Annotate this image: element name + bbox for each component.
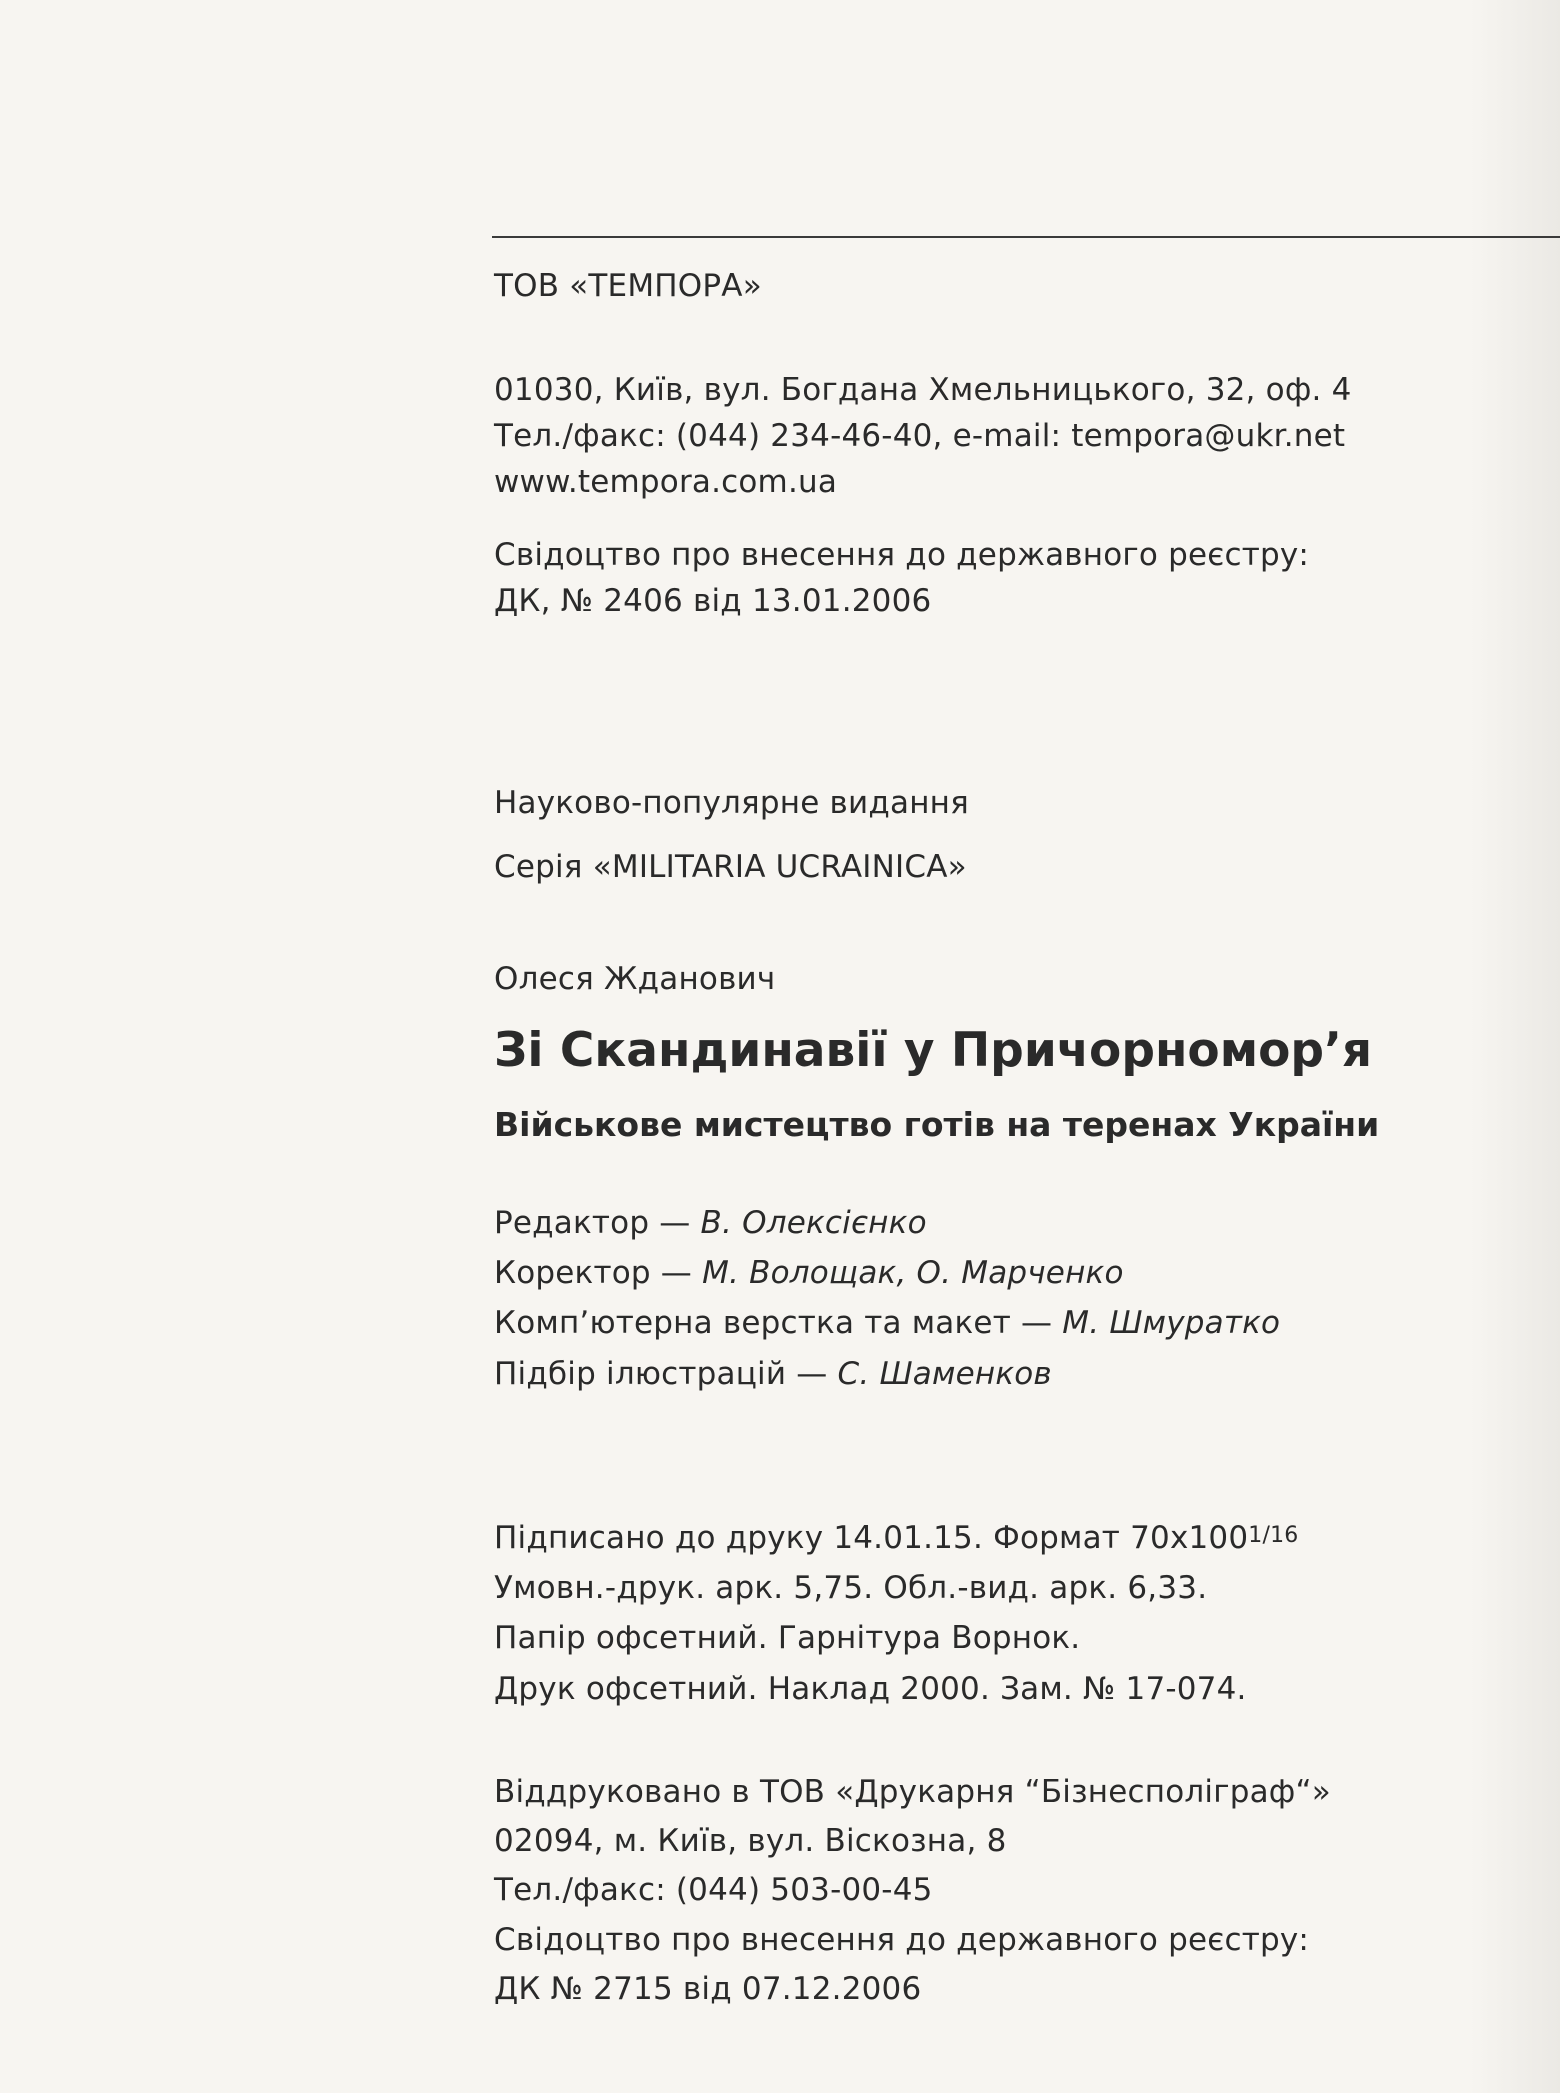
- publisher-registry-block: [494, 537, 1309, 629]
- publisher-contact-block: [494, 372, 1352, 511]
- credit-person: М. Волощак, О. Марченко: [702, 1255, 1124, 1292]
- print-signed-text: Підписано до друку 14.01.15. Формат 70х100: [494, 1520, 1249, 1556]
- top-rule-divider: [492, 236, 1560, 238]
- credit-role: Підбір ілюстрацій —: [494, 1355, 838, 1392]
- credit-person: С. Шаменков: [837, 1355, 1052, 1392]
- credits-block: [494, 1205, 1280, 1406]
- printer-block: [494, 1774, 1331, 2020]
- series-name: Серія «MILITARIA UCRAINICA»: [494, 849, 967, 886]
- publisher-registry-line2: ДК, № 2406 від 13.01.2006: [494, 583, 932, 620]
- printer-registry-line1: Свідоцтво про внесення до державного реєстру:: [494, 1921, 1310, 1958]
- print-sheets: Умовн.-друк. арк. 5,75. Обл.-вид. арк. 6,33.: [494, 1570, 1208, 1607]
- book-title: Зі Скандинавії у Причорномор’я: [494, 1023, 1373, 1078]
- book-subtitle: Військове мистецтво готів на теренах України: [494, 1105, 1380, 1144]
- publisher-phone: Тел./факс: (044) 234-46-40, e-mail: tempora@ukr.net: [494, 418, 1346, 455]
- credit-person: В. Олексієнко: [700, 1205, 927, 1241]
- printer-registry-line2: ДК № 2715 від 07.12.2006: [494, 1970, 922, 2007]
- edition-block: [494, 785, 969, 913]
- page-edge-shadow: [1470, 0, 1560, 2093]
- print-signed-line: [494, 1520, 1299, 1557]
- edition-type: Науково-популярне видання: [494, 785, 969, 821]
- credit-proofreader: [494, 1255, 1280, 1292]
- format-fraction: 1/16: [1248, 1523, 1299, 1548]
- publisher-registry-line1: Свідоцтво про внесення до державного реєстру:: [494, 537, 1310, 573]
- credit-role: Коректор —: [494, 1255, 703, 1292]
- publisher-address: 01030, Київ, вул. Богдана Хмельницького, 32, оф. 4: [494, 372, 1352, 408]
- printer-phone: Тел./факс: (044) 503-00-45: [494, 1872, 933, 1909]
- credit-role: Редактор —: [494, 1205, 701, 1241]
- print-info-block: [494, 1520, 1299, 1721]
- author-block: [494, 961, 775, 998]
- credit-layout: [494, 1305, 1280, 1342]
- publisher-website: www.tempora.com.ua: [494, 464, 838, 501]
- credit-person: М. Шмуратко: [1062, 1305, 1281, 1342]
- credit-illustrations: [494, 1356, 1280, 1393]
- printer-name: Віддруковано в ТОВ «Друкарня “Бізнесполіграф“»: [494, 1774, 1331, 1810]
- print-run: Друк офсетний. Наклад 2000. Зам. № 17-074.: [494, 1670, 1247, 1707]
- print-paper: Папір офсетний. Гарнітура Ворнок.: [494, 1620, 1081, 1657]
- credit-editor: [494, 1205, 1280, 1242]
- printer-address: 02094, м. Київ, вул. Віскозна, 8: [494, 1823, 1007, 1860]
- publisher-name-block: [494, 268, 762, 305]
- author-name: Олеся Жданович: [494, 961, 776, 997]
- credit-role: Комп’ютерна верстка та макет —: [494, 1305, 1063, 1342]
- publisher-name: ТОВ «ТЕМПОРА»: [494, 268, 762, 304]
